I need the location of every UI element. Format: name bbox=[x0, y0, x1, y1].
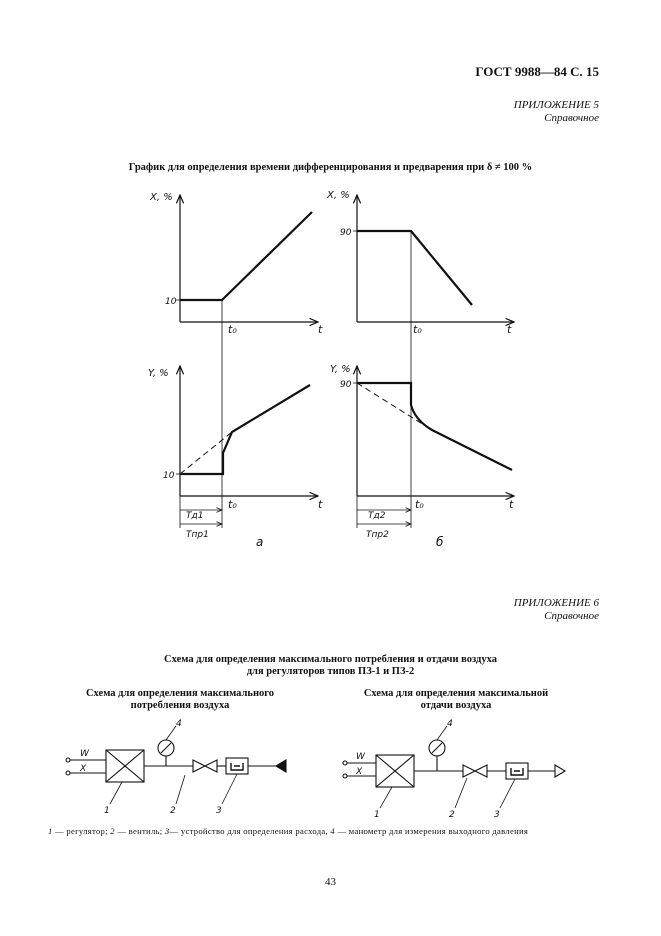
num-2-left: 2 bbox=[170, 806, 176, 816]
t-label-bl: t bbox=[318, 498, 323, 511]
appendix-6-title: ПРИЛОЖЕНИЕ 6 bbox=[513, 597, 599, 609]
graph-title: График для определения времени дифференцирования и предварения при δ ≠ 100 % bbox=[128, 162, 533, 173]
w-label-right: W bbox=[356, 752, 365, 762]
graph-bottom-left bbox=[180, 366, 318, 496]
value-90-top: 90 bbox=[340, 228, 352, 238]
right-scheme-title-line1: Схема для определения максимальной bbox=[363, 688, 549, 699]
num-2-right: 2 bbox=[449, 810, 455, 820]
document-code: ГОСТ 9988—84 С. 15 bbox=[475, 64, 599, 79]
appendix-6-block bbox=[514, 597, 599, 623]
caption-text-3: — устройство для определения расхода, bbox=[169, 826, 331, 836]
value-90-bottom: 90 bbox=[340, 380, 352, 390]
right-scheme-title-line2: отдачи воздуха bbox=[420, 700, 492, 711]
y-axis-label-left: Y, % bbox=[148, 368, 169, 379]
graph-top-left bbox=[180, 195, 318, 322]
t0-label-br: t₀ bbox=[415, 498, 424, 511]
x-axis-label-left: X, % bbox=[150, 192, 173, 203]
x-label-left: X bbox=[80, 764, 87, 774]
valve-right bbox=[463, 765, 475, 777]
scheme-caption bbox=[48, 826, 528, 836]
x-label-right: X bbox=[356, 767, 363, 777]
t0-label-bl: t₀ bbox=[228, 498, 237, 511]
t0-label-tr: t₀ bbox=[413, 323, 422, 336]
valve-left bbox=[193, 760, 205, 772]
y-axis-label-right: Y, % bbox=[330, 364, 351, 375]
td1-label: Tд1 bbox=[186, 511, 204, 521]
caption-text-1: — регулятор; bbox=[52, 826, 111, 836]
caption-num-2: 2 bbox=[110, 826, 115, 836]
td2-label: Tд2 bbox=[368, 511, 386, 521]
left-scheme-title-line1: Схема для определения максимального bbox=[85, 688, 275, 699]
left-scheme bbox=[66, 726, 286, 804]
t-label-tl: t bbox=[318, 323, 323, 336]
num-1-left: 1 bbox=[104, 806, 110, 816]
caption-num-3: 3 bbox=[164, 826, 170, 836]
num-1-right: 1 bbox=[374, 810, 380, 820]
left-scheme-title-line2: потребления воздуха bbox=[130, 700, 230, 711]
num-4-left: 4 bbox=[176, 719, 182, 729]
num-4-right: 4 bbox=[447, 719, 453, 729]
schemes-figure bbox=[0, 710, 661, 820]
scheme-title-line1: Схема для определения максимального потребления и отдачи воздуха bbox=[164, 654, 497, 665]
left-scheme-title bbox=[60, 688, 300, 712]
appendix-5-title: ПРИЛОЖЕНИЕ 5 bbox=[513, 99, 599, 111]
figure-label-b: б bbox=[436, 535, 444, 549]
t-label-br: t bbox=[509, 498, 514, 511]
appendix-6-note: Справочное bbox=[544, 610, 599, 622]
figure-label-a: а bbox=[256, 535, 264, 549]
graph-top-right bbox=[357, 195, 514, 322]
caption-num-1: 1 bbox=[48, 826, 53, 836]
caption-text-2: — вентиль; bbox=[114, 826, 165, 836]
tpr1-label: Tпр1 bbox=[186, 530, 209, 540]
tpr2-label: Tпр2 bbox=[366, 530, 389, 540]
right-scheme bbox=[343, 726, 565, 808]
w-label-left: W bbox=[80, 749, 89, 759]
scheme-title-line2: для регуляторов типов ПЗ-1 и ПЗ-2 bbox=[246, 666, 415, 677]
value-10-top: 10 bbox=[165, 297, 177, 307]
x-axis-label-right: X, % bbox=[327, 190, 350, 201]
num-3-right: 3 bbox=[494, 810, 500, 820]
value-10-bottom: 10 bbox=[163, 471, 175, 481]
right-scheme-title bbox=[336, 688, 576, 712]
caption-text-4: — манометр для измерения выходного давления bbox=[335, 826, 529, 836]
page-number: 43 bbox=[325, 876, 336, 888]
t0-label-tl: t₀ bbox=[228, 323, 237, 336]
t-label-tr: t bbox=[507, 323, 512, 336]
num-3-left: 3 bbox=[216, 806, 222, 816]
caption-num-4: 4 bbox=[330, 826, 336, 836]
appendix-5-note: Справочное bbox=[544, 112, 599, 124]
graph-bottom-right bbox=[357, 366, 514, 496]
